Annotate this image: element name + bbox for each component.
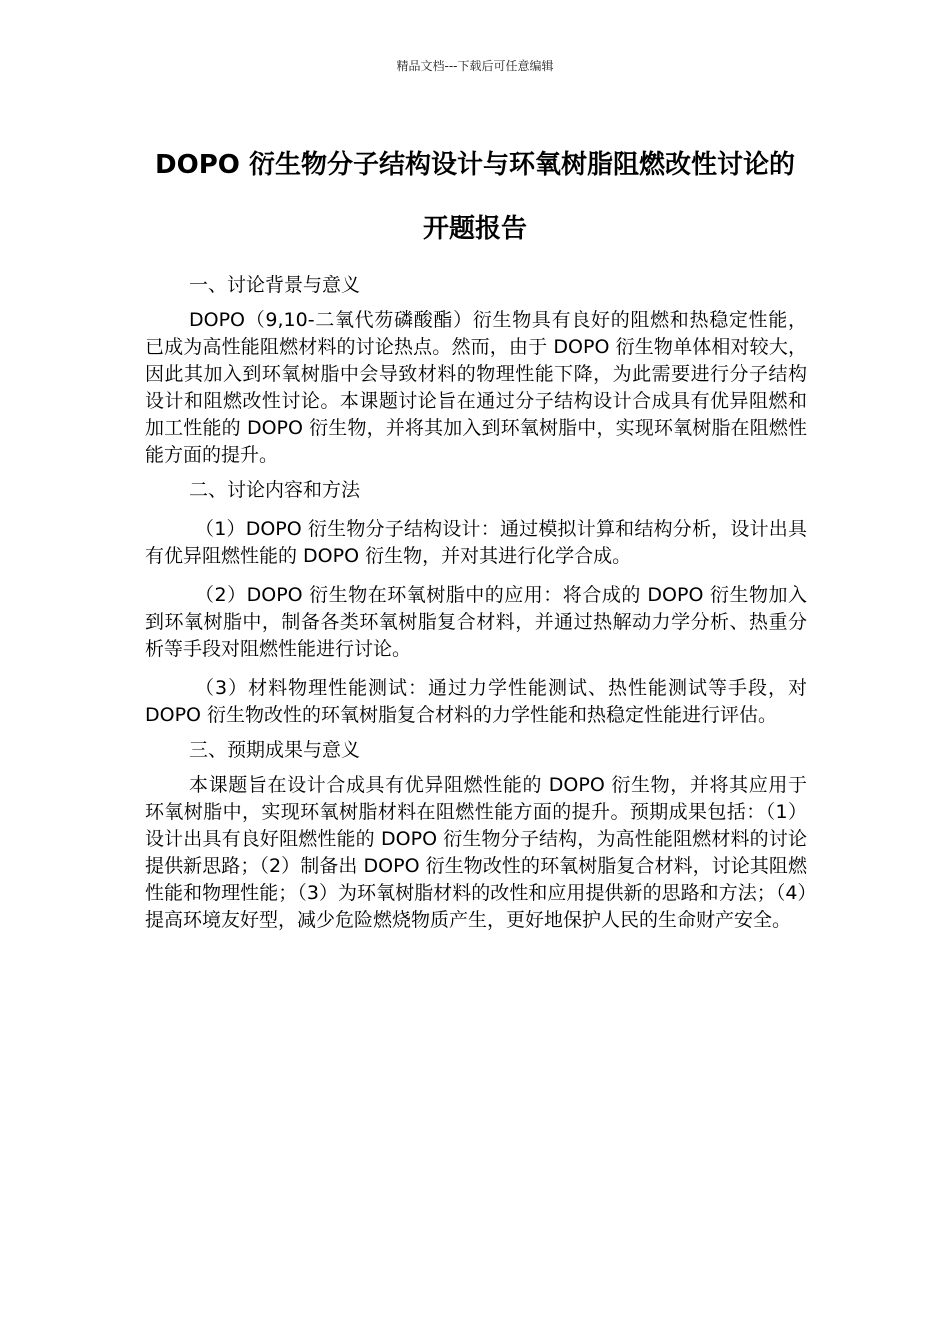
paragraph-background: DOPO（9,10-二氧代芴磷酸酯）衍生物具有良好的阻燃和热稳定性能，已成为高性能阻燃材料的讨论热点。然而，由于 DOPO 衍生物单体相对较大，因此其加入到环氧树脂中会导致材料的物理性能下降，为此需要进行分子结构设计和阻燃改性讨论。本课题讨论旨在通过分子结构设计合成具有优异阻燃和加工性能的 DOPO 衍生物，并将其加入到环氧树脂中，实现环氧树脂在阻燃性能方面的提升。 (145, 309, 807, 466)
section-heading-background: 一、讨论背景与意义 (189, 274, 361, 296)
section-heading-methods: 二、讨论内容和方法 (189, 479, 361, 501)
document-body (145, 272, 807, 934)
paragraph-outcomes: 本课题旨在设计合成具有优异阻燃性能的 DOPO 衍生物，并将其应用于环氧树脂中，实现环氧树脂材料在阻燃性能方面的提升。预期成果包括：（1）设计出具有良好阻燃性能的 DOPO 衍生物分子结构，为高性能阻燃材料的讨论提供新思路；（2）制备出 DOPO 衍生物改性的环氧树脂复合材料，讨论其阻燃性能和物理性能；（3）为环氧树脂材料的改性和应用提供新的思路和方法；（4）提高环境友好型，减少危险燃烧物质产生，更好地保护人民的生命财产安全。 (145, 774, 807, 931)
paragraph-method-1: （1）DOPO 衍生物分子结构设计：通过模拟计算和结构分析，设计出具有优异阻燃性能的 DOPO 衍生物，并对其进行化学合成。 (145, 518, 807, 567)
section-heading-outcomes: 三、预期成果与意义 (189, 739, 361, 761)
page-title: DOPO 衍生物分子结构设计与环氧树脂阻燃改性讨论的开题报告 (155, 150, 795, 244)
header-note: 精品文档---下载后可任意编辑 (396, 59, 554, 73)
paragraph-method-3: （3）材料物理性能测试：通过力学性能测试、热性能测试等手段，对 DOPO 衍生物改性的环氧树脂复合材料的力学性能和热稳定性能进行评估。 (145, 677, 807, 726)
paragraph-method-2: （2）DOPO 衍生物在环氧树脂中的应用：将合成的 DOPO 衍生物加入到环氧树脂中，制备各类环氧树脂复合材料，并通过热解动力学分析、热重分析等手段对阻燃性能进行讨论。 (145, 584, 807, 660)
